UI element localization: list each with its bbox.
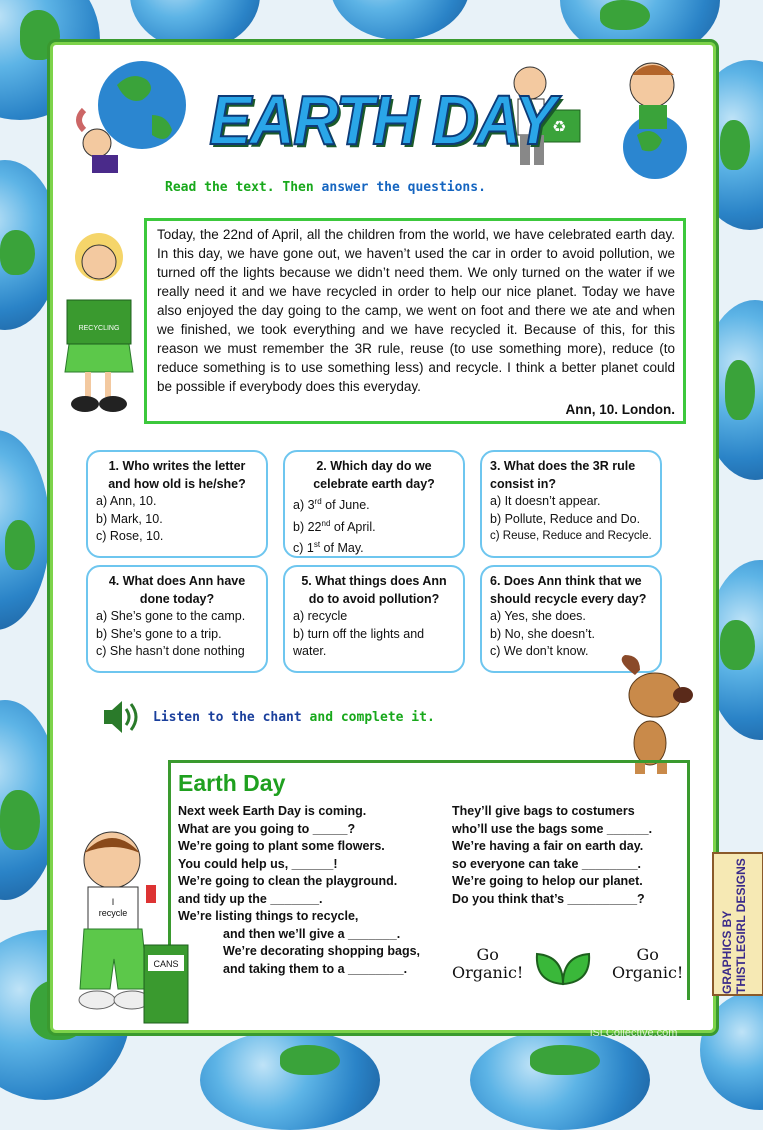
question-text: 2. Which day do we celebrate earth day? [313, 459, 435, 491]
answer-option-c: c) We don’t know. [490, 644, 589, 658]
question-text: 6. Does Ann think that we should recycle every day? [490, 574, 647, 606]
chant-line: We’re going to plant some flowers. [178, 839, 385, 853]
chant-line: and then we’ll give a _______. [223, 926, 401, 941]
girl-with-recycling-bin-illustration [55, 222, 143, 417]
question-box-3 [480, 450, 662, 558]
answer-option-a: a) 3rd of June. [293, 497, 370, 513]
chant-line: We’re going to helop our planet. [452, 874, 643, 888]
credit-text: GRAPHICS BY THISTLEGIRL DESIGNS [720, 858, 748, 994]
chant-line: You could help us, ______! [178, 856, 338, 871]
chant-line: We’re going to clean the playground. [178, 874, 398, 888]
speaker-icon[interactable] [100, 697, 142, 737]
question-box-5 [283, 565, 465, 673]
chant-title: Earth Day [178, 770, 286, 796]
reading-text-box [144, 218, 686, 424]
boy-shirt-line: I [111, 897, 115, 907]
bin-label: RECYCLING [78, 325, 120, 332]
answer-option-a: a) Yes, she does. [490, 609, 586, 623]
boy-recycling-cans-illustration [62, 825, 192, 1030]
listen-part1: Listen to the chant [153, 710, 302, 725]
answer-option-a: a) recycle [293, 609, 348, 623]
chant-right-column [452, 803, 652, 908]
answer-option-b: b) She’s gone to a trip. [96, 626, 222, 641]
answer-option-c: c) Rose, 10. [96, 529, 164, 543]
answer-option-c: c) 1st of May. [293, 540, 364, 556]
answer-option-a: a) Ann, 10. [96, 494, 157, 508]
answer-option-a: a) It doesn’t appear. [490, 494, 601, 508]
graphics-credit [712, 852, 763, 996]
chant-line: We’re listing things to recycle, [178, 909, 359, 923]
question-box-1 [86, 450, 268, 558]
chant-line: What are you going to _____? [178, 821, 356, 836]
answer-option-b: b) 22nd of April. [293, 518, 376, 534]
answer-option-b: b) No, she doesn’t. [490, 626, 595, 641]
question-text: 3. What does the 3R rule consist in? [490, 459, 636, 491]
chant-line: and taking them to a ________. [223, 961, 408, 976]
instruction-part1: Read the text. Then [165, 180, 314, 195]
answer-option-c: c) Reuse, Reduce and Recycle. [490, 530, 652, 542]
chant-instruction [153, 710, 435, 725]
question-text: 1. Who writes the letter and how old is he/she? [108, 459, 246, 491]
chant-line: They’ll give bags to costumers [452, 804, 635, 818]
answer-option-b: b) Mark, 10. [96, 511, 163, 526]
chant-line: Next week Earth Day is coming. [178, 804, 367, 818]
page-title: EARTH DAY [209, 81, 555, 159]
answer-option-b: b) turn off the lights and water. [293, 626, 425, 658]
reading-signature: Ann, 10. London. [565, 402, 675, 417]
answer-option-b: b) Pollute, Reduce and Do. [490, 511, 641, 526]
listen-part2: and complete it. [309, 710, 435, 725]
question-text: 4. What does Ann have done today? [108, 574, 246, 606]
chant-line: so everyone can take ________. [452, 856, 642, 871]
chant-line: Do you think that’s __________? [452, 891, 645, 906]
instruction-part2: answer the questions. [321, 180, 486, 195]
go-organic-left: Go Organic! [452, 945, 524, 982]
chant-line: We’re decorating shopping bags, [223, 944, 421, 958]
cans-label: CANS [153, 959, 179, 969]
leaves-icon [533, 948, 593, 988]
chant-line: We’re having a fair on earth day. [452, 839, 644, 853]
answer-option-c: c) She hasn’t done nothing [96, 644, 245, 658]
boy-on-globe-illustration [607, 55, 702, 180]
svg-text:♻: ♻ [552, 117, 567, 136]
reading-instruction [165, 180, 486, 195]
chant-line: and tidy up the _______. [178, 891, 323, 906]
chant-line: who’ll use the bags some ______. [452, 821, 653, 836]
man-carrying-globe-illustration [62, 55, 192, 180]
question-box-4 [86, 565, 268, 673]
question-text: 5. What things does Ann do to avoid pollution? [301, 574, 447, 606]
answer-option-a: a) She’s gone to the camp. [96, 609, 246, 623]
boy-shirt-line: recycle [98, 908, 128, 918]
question-box-2 [283, 450, 465, 558]
reading-text: Today, the 22nd of April, all the children from the world, we have celebrated earth day. In this day, we have gone out, we haven’t used the car in order to avoid pollution, we turned off the lights because we didn’t need them. We only turned on the water if we really need it and we have recycled in order to help our nice planet. Today we have also enjoyed the day going to the camp, we went on foot and there we ate and when we finished, we took everything and we have recycled it. Because of this, for this reason we must remember the 3R rule, reuse (to use something more), reduce (to reduce something is to use something less) and recycle. I think a better planet could be possible if everybody does this everyday. [157, 227, 675, 394]
chant-left-column [178, 803, 420, 978]
watermark: iSLCollective.com [590, 1027, 678, 1039]
go-organic-right: Go Organic! [612, 945, 684, 982]
